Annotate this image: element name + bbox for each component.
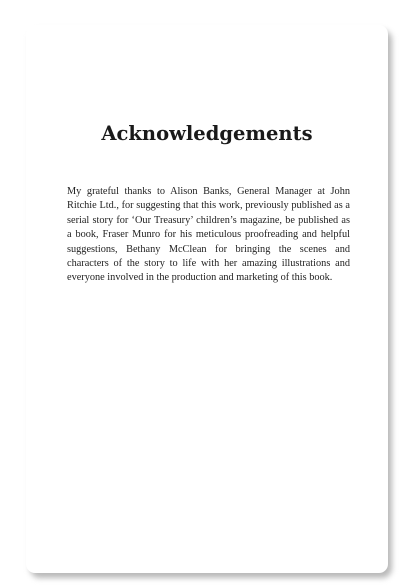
book-page — [26, 25, 388, 573]
acknowledgements-paragraph: My grateful thanks to Alison Banks, General Manager at John Ritchie Ltd., for suggesting that this work, previously published as a serial story for ‘Our Treasury’ children’s magazine, be published as a book, Fraser Munro for his meticulous proofreading and helpful suggestions, Bethany McClean for bringing the scenes and characters of the story to life with her amazing illustrations and everyone involved in the production and marketing of this book. — [67, 186, 350, 284]
page-heading: Acknowledgements — [101, 122, 313, 145]
